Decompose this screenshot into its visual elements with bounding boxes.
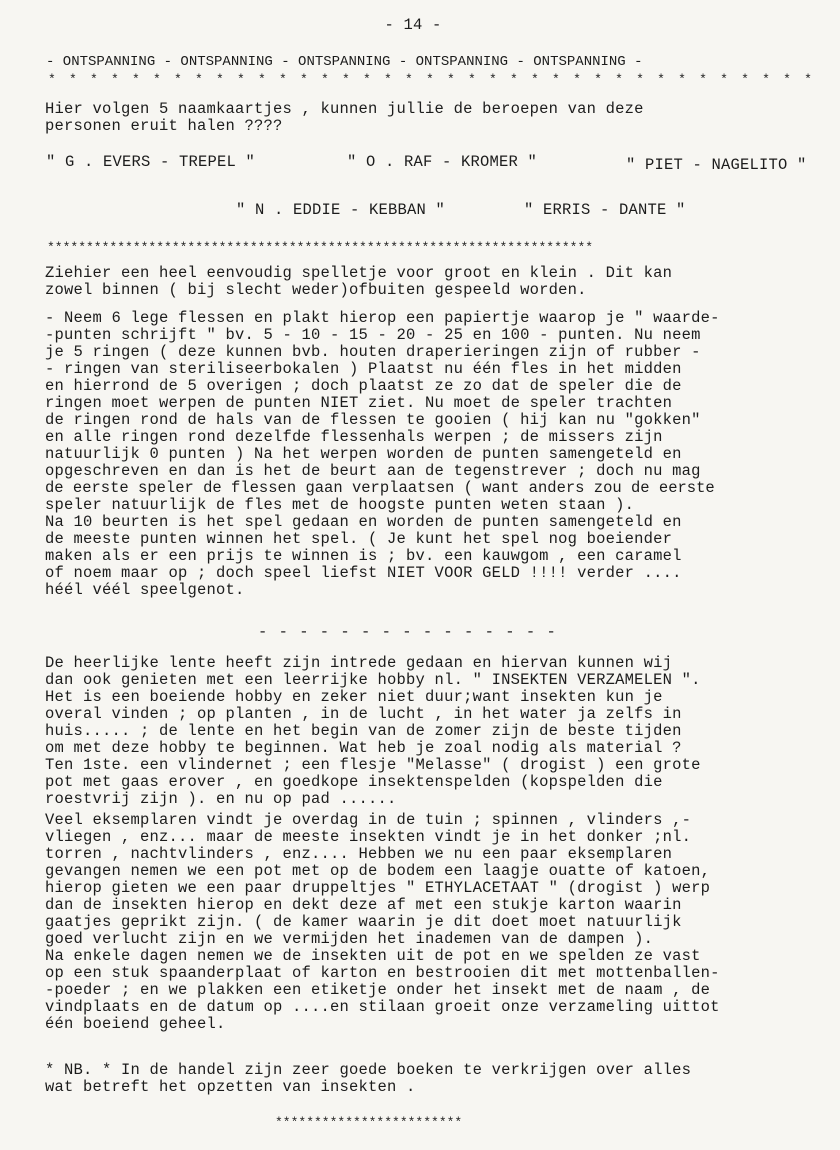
divider-stars: ********************************************************************** bbox=[47, 240, 594, 255]
insects-line: vliegen , enz... maar de meeste insekten vindt je in het donker ;nl. bbox=[45, 828, 692, 846]
name-card: " G . EVERS - TREPEL " bbox=[46, 153, 256, 171]
insects-line: Ten 1ste. een vlindernet ; een flesje "Melasse" ( drogist ) een grote bbox=[45, 756, 701, 774]
game-line: Na 10 beurten is het spel gedaan en worden de punten samengeteld en bbox=[45, 513, 682, 531]
name-card: " O . RAF - KROMER " bbox=[347, 153, 538, 171]
insects-line: De heerlijke lente heeft zijn intrede gedaan en hiervan kunnen wij bbox=[45, 654, 673, 672]
insects-line: -poeder ; en we plakken een etiketje onder het insekt met de naam , de bbox=[45, 981, 711, 999]
name-card: " N . EDDIE - KEBBAN " bbox=[236, 201, 446, 219]
insects-line: Het is een boeiende hobby en zeker niet duur;want insekten kun je bbox=[45, 688, 663, 706]
name-card: " PIET - NAGELITO " bbox=[626, 156, 807, 174]
insects-line: gevangen nemen we een pot met op de bodem een laagje ouatte of katoen, bbox=[45, 862, 711, 880]
puzzle-intro-line: personen eruit halen ???? bbox=[45, 117, 283, 135]
game-line: - ringen van steriliseerbokalen ) Plaatst nu één fles in het midden bbox=[45, 360, 682, 378]
puzzle-intro-line: Hier volgen 5 naamkaartjes , kunnen jullie de beroepen van deze bbox=[45, 100, 644, 118]
game-line: natuurlijk 0 punten ) Na het werpen worden de punten samengeteld en bbox=[45, 445, 682, 463]
insects-line: dan ook genieten met een leerrijke hobby nl. " INSEKTEN VERZAMELEN ". bbox=[45, 671, 701, 689]
insects-line: overal vinden ; op planten , in de lucht , in het water ja zelfs in bbox=[45, 705, 682, 723]
insects-line: op een stuk spaanderplaat of karton en bestrooien dit met mottenballen- bbox=[45, 964, 720, 982]
game-line: de eerste speler de flessen gaan verplaatsen ( want anders zou de eerste bbox=[45, 479, 715, 497]
insects-line: om met deze hobby te beginnen. Wat heb je zoal nodig als material ? bbox=[45, 739, 682, 757]
game-line: speler natuurlijk de fles met de hoogste punten weten staan ). bbox=[45, 496, 635, 514]
note-line: * NB. * In de handel zijn zeer goede boeken te verkrijgen over alles bbox=[45, 1061, 692, 1079]
game-line: maken als er een prijs te winnen is ; bv. een kauwgom , een caramel bbox=[45, 547, 682, 565]
game-line: zowel binnen ( bij slecht weder)ofbuiten gespeeld worden. bbox=[45, 281, 587, 299]
insects-line: pot met gaas erover , en goedkope insektenspelden (kopspelden die bbox=[45, 773, 663, 791]
game-line: opgeschreven en dan is het de beurt aan de tegenstrever ; doch nu mag bbox=[45, 462, 701, 480]
game-line: en hierrond de 5 overigen ; doch plaatst ze zo dat de speler die de bbox=[45, 377, 682, 395]
footer-stars: ************************ bbox=[275, 1115, 463, 1130]
insects-line: goed verlucht zijn en we vermijden het inademen van de dampen ). bbox=[45, 930, 654, 948]
page-number: - 14 - bbox=[384, 16, 442, 34]
game-line: -punten schrijft " bv. 5 - 10 - 15 - 20 - 25 en 100 - punten. Nu neem bbox=[45, 326, 701, 344]
game-line: de meeste punten winnen het spel. ( Je kunt het spel nog boeiender bbox=[45, 530, 673, 548]
game-line: de ringen rond de hals van de flessen te gooien ( hij kan nu "gokken" bbox=[45, 411, 701, 429]
note-line: wat betreft het opzetten van insekten . bbox=[45, 1078, 416, 1096]
game-line: - Neem 6 lege flessen en plakt hierop een papiertje waarop je " waarde- bbox=[45, 309, 720, 327]
game-line: ringen moet werpen de punten NIET ziet. Nu moet de speler trachten bbox=[45, 394, 673, 412]
insects-line: Na enkele dagen nemen we de insekten uit de pot en we spelden ze vast bbox=[45, 947, 701, 965]
section-header: - ONTSPANNING - ONTSPANNING - ONTSPANNING - ONTSPANNING - ONTSPANNING - bbox=[46, 54, 643, 70]
insects-line: één boeiend geheel. bbox=[45, 1015, 226, 1033]
name-card: " ERRIS - DANTE " bbox=[524, 201, 686, 219]
game-line: en alle ringen rond dezelfde flessenhals werpen ; de missers zijn bbox=[45, 428, 663, 446]
insects-line: torren , nachtvlinders , enz.... Hebben we nu een paar eksemplaren bbox=[45, 845, 673, 863]
insects-line: gaatjes geprikt zijn. ( de kamer waarin je dit doet moet natuurlijk bbox=[45, 913, 682, 931]
header-stars: * * * * * * * * * * * * * * * * * * * * * * * * * * * * * * * * * * * * * bbox=[48, 72, 815, 87]
insects-line: Veel eksemplaren vindt je overdag in de tuin ; spinnen , vlinders ,- bbox=[45, 811, 692, 829]
insects-line: roestvrij zijn ). en nu op pad ...... bbox=[45, 790, 397, 808]
insects-line: huis..... ; de lente en het begin van de zomer zijn de beste tijden bbox=[45, 722, 682, 740]
dash-divider: - - - - - - - - - - - - - - - bbox=[258, 623, 557, 641]
insects-line: vindplaats en de datum op ....en stilaan groeit onze verzameling uittot bbox=[45, 998, 720, 1016]
game-line: héél véél speelgenot. bbox=[45, 581, 245, 599]
game-line: of noem maar op ; doch speel liefst NIET VOOR GELD !!!! verder .... bbox=[45, 564, 682, 582]
insects-line: dan de insekten hierop en dekt deze af met een stukje karton waarin bbox=[45, 896, 682, 914]
insects-line: hierop gieten we een paar druppeltjes " ETHYLACETAAT " (drogist ) werp bbox=[45, 879, 711, 897]
game-line: je 5 ringen ( deze kunnen bvb. houten draperieringen zijn of rubber - bbox=[45, 343, 701, 361]
game-line: Ziehier een heel eenvoudig spelletje voor groot en klein . Dit kan bbox=[45, 264, 673, 282]
